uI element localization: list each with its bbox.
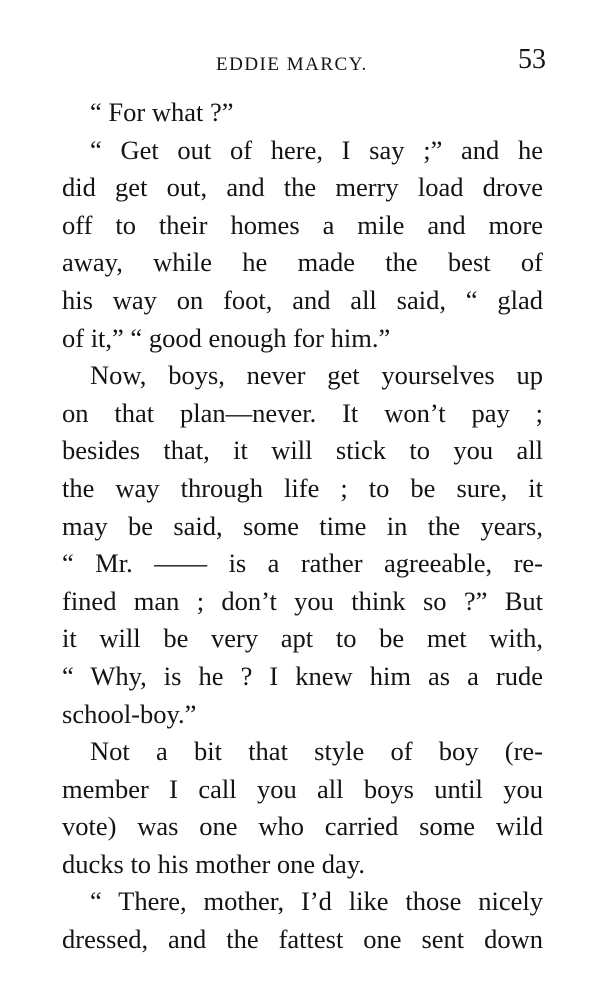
text-line: away, while he made the best of	[62, 247, 543, 278]
text-line: “ Why, is he ? I knew him as a rude	[62, 660, 543, 691]
text-line: the way through life ; to be sure, it	[62, 472, 543, 503]
text-line: off to their homes a mile and more	[62, 209, 543, 240]
text-line: it will be very apt to be met with,	[62, 623, 543, 654]
running-head	[216, 44, 546, 84]
text-line: member I call you all boys until you	[62, 773, 543, 804]
text-line: “ For what ?”	[90, 97, 234, 127]
text-line: “ There, mother, I’d like those nicely	[90, 886, 543, 917]
text-line: fined man ; don’t you think so ?” But	[62, 585, 543, 616]
text-line: ducks to his mother one day.	[62, 848, 365, 879]
text-line: did get out, and the merry load drove	[62, 172, 543, 203]
text-line: on that plan—never. It won’t pay ;	[62, 397, 543, 428]
text-line: dressed, and the fattest one sent down	[62, 924, 543, 955]
text-line: school-boy.”	[62, 698, 197, 729]
text-line: of it,” “ good enough for him.”	[62, 322, 391, 353]
text-line: vote) was one who carried some wild	[62, 811, 543, 842]
running-title: EDDIE MARCY.	[216, 54, 368, 75]
body-text	[62, 94, 543, 959]
text-line: his way on foot, and all said, “ glad	[62, 284, 543, 315]
text-line: Not a bit that style of boy (re-	[90, 736, 543, 767]
text-line: besides that, it will stick to you all	[62, 435, 543, 466]
text-line: “ Get out of here, I say ;” and he	[90, 134, 543, 165]
page-number: 53	[518, 44, 546, 75]
text-line: “ Mr. —— is a rather agreeable, re-	[62, 548, 543, 579]
text-line: may be said, some time in the years,	[62, 510, 543, 541]
text-line: Now, boys, never get yourselves up	[90, 360, 543, 391]
